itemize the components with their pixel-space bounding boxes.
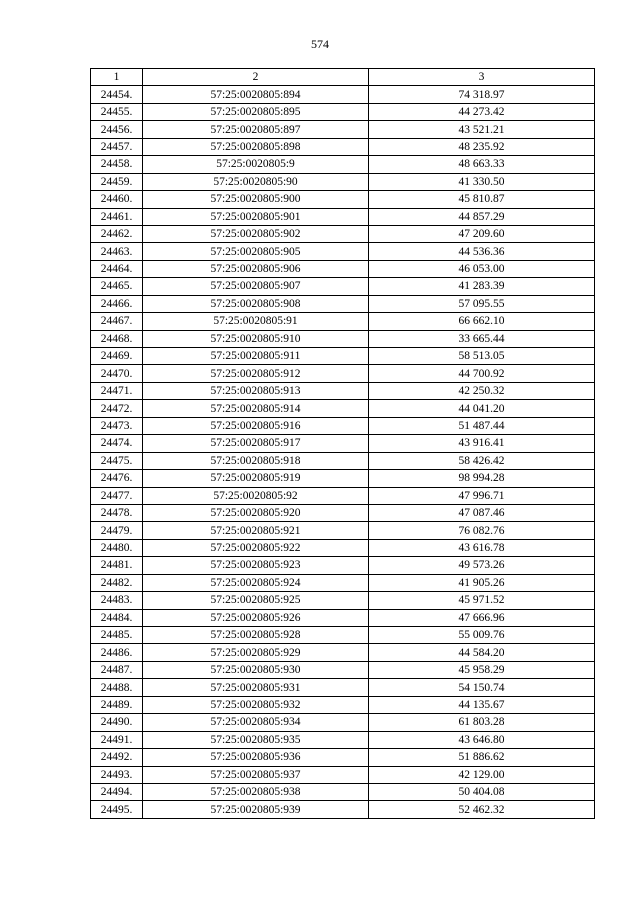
cadastral-number-cell: 57:25:0020805:918 — [143, 452, 369, 469]
row-number-cell: 24494. — [91, 783, 143, 800]
value-cell: 51 886.62 — [369, 749, 595, 766]
table-row — [91, 801, 595, 818]
cadastral-number-cell: 57:25:0020805:907 — [143, 278, 369, 295]
table-row — [91, 766, 595, 783]
row-number-cell: 24480. — [91, 539, 143, 556]
row-number-cell: 24461. — [91, 208, 143, 225]
row-number-cell: 24486. — [91, 644, 143, 661]
row-number-cell: 24481. — [91, 557, 143, 574]
cadastral-number-cell: 57:25:0020805:936 — [143, 749, 369, 766]
cadastral-number-cell: 57:25:0020805:897 — [143, 121, 369, 138]
value-cell: 41 283.39 — [369, 278, 595, 295]
row-number-cell: 24458. — [91, 156, 143, 173]
cadastral-number-cell: 57:25:0020805:930 — [143, 661, 369, 678]
cadastral-number-cell: 57:25:0020805:90 — [143, 173, 369, 190]
cadastral-number-cell: 57:25:0020805:923 — [143, 557, 369, 574]
value-cell: 48 235.92 — [369, 138, 595, 155]
cadastral-number-cell: 57:25:0020805:919 — [143, 470, 369, 487]
cadastral-number-cell: 57:25:0020805:901 — [143, 208, 369, 225]
cadastral-number-cell: 57:25:0020805:935 — [143, 731, 369, 748]
table-row — [91, 470, 595, 487]
value-cell: 44 536.36 — [369, 243, 595, 260]
cadastral-number-cell: 57:25:0020805:931 — [143, 679, 369, 696]
cadastral-number-cell: 57:25:0020805:914 — [143, 400, 369, 417]
value-cell: 48 663.33 — [369, 156, 595, 173]
table-row — [91, 382, 595, 399]
row-number-cell: 24490. — [91, 714, 143, 731]
table-row — [91, 278, 595, 295]
cadastral-number-cell: 57:25:0020805:894 — [143, 86, 369, 103]
value-cell: 55 009.76 — [369, 627, 595, 644]
value-cell: 47 996.71 — [369, 487, 595, 504]
value-cell: 49 573.26 — [369, 557, 595, 574]
table-row — [91, 121, 595, 138]
table-row — [91, 539, 595, 556]
table-row — [91, 749, 595, 766]
table-row — [91, 679, 595, 696]
cadastral-number-cell: 57:25:0020805:902 — [143, 225, 369, 242]
table-row — [91, 574, 595, 591]
cadastral-number-cell: 57:25:0020805:934 — [143, 714, 369, 731]
row-number-cell: 24469. — [91, 348, 143, 365]
value-cell: 54 150.74 — [369, 679, 595, 696]
row-number-cell: 24471. — [91, 382, 143, 399]
column-header-1: 1 — [91, 69, 143, 86]
row-number-cell: 24479. — [91, 522, 143, 539]
column-header-2: 2 — [143, 69, 369, 86]
cadastral-number-cell: 57:25:0020805:925 — [143, 592, 369, 609]
table-row — [91, 487, 595, 504]
cadastral-number-cell: 57:25:0020805:920 — [143, 504, 369, 521]
row-number-cell: 24475. — [91, 452, 143, 469]
value-cell: 58 426.42 — [369, 452, 595, 469]
cadastral-number-cell: 57:25:0020805:929 — [143, 644, 369, 661]
table-row — [91, 295, 595, 312]
value-cell: 44 273.42 — [369, 103, 595, 120]
cadastral-number-cell: 57:25:0020805:921 — [143, 522, 369, 539]
cadastral-number-cell: 57:25:0020805:924 — [143, 574, 369, 591]
value-cell: 43 646.80 — [369, 731, 595, 748]
row-number-cell: 24487. — [91, 661, 143, 678]
cadastral-number-cell: 57:25:0020805:910 — [143, 330, 369, 347]
cadastral-number-cell: 57:25:0020805:895 — [143, 103, 369, 120]
row-number-cell: 24463. — [91, 243, 143, 260]
table-row — [91, 208, 595, 225]
table-row — [91, 783, 595, 800]
value-cell: 44 135.67 — [369, 696, 595, 713]
table-row — [91, 86, 595, 103]
table-row — [91, 522, 595, 539]
cadastral-number-cell: 57:25:0020805:92 — [143, 487, 369, 504]
value-cell: 43 916.41 — [369, 435, 595, 452]
row-number-cell: 24492. — [91, 749, 143, 766]
row-number-cell: 24474. — [91, 435, 143, 452]
table-row — [91, 696, 595, 713]
row-number-cell: 24491. — [91, 731, 143, 748]
cadastral-number-cell: 57:25:0020805:911 — [143, 348, 369, 365]
row-number-cell: 24457. — [91, 138, 143, 155]
row-number-cell: 24466. — [91, 295, 143, 312]
row-number-cell: 24484. — [91, 609, 143, 626]
value-cell: 47 087.46 — [369, 504, 595, 521]
table-row — [91, 731, 595, 748]
row-number-cell: 24459. — [91, 173, 143, 190]
cadastral-number-cell: 57:25:0020805:922 — [143, 539, 369, 556]
value-cell: 58 513.05 — [369, 348, 595, 365]
value-cell: 46 053.00 — [369, 260, 595, 277]
row-number-cell: 24456. — [91, 121, 143, 138]
row-number-cell: 24476. — [91, 470, 143, 487]
table-row — [91, 313, 595, 330]
table-row — [91, 609, 595, 626]
value-cell: 33 665.44 — [369, 330, 595, 347]
table-row — [91, 400, 595, 417]
value-cell: 74 318.97 — [369, 86, 595, 103]
value-cell: 42 250.32 — [369, 382, 595, 399]
table-header-row — [91, 69, 595, 86]
table-row — [91, 330, 595, 347]
value-cell: 41 330.50 — [369, 173, 595, 190]
row-number-cell: 24470. — [91, 365, 143, 382]
cadastral-number-cell: 57:25:0020805:906 — [143, 260, 369, 277]
table-row — [91, 714, 595, 731]
value-cell: 66 662.10 — [369, 313, 595, 330]
table-row — [91, 243, 595, 260]
value-cell: 98 994.28 — [369, 470, 595, 487]
row-number-cell: 24462. — [91, 225, 143, 242]
table-row — [91, 156, 595, 173]
table-row — [91, 417, 595, 434]
table-row — [91, 173, 595, 190]
table-row — [91, 592, 595, 609]
row-number-cell: 24483. — [91, 592, 143, 609]
cadastral-number-cell: 57:25:0020805:9 — [143, 156, 369, 173]
cadastral-number-cell: 57:25:0020805:898 — [143, 138, 369, 155]
data-table — [90, 68, 595, 819]
value-cell: 76 082.76 — [369, 522, 595, 539]
table-row — [91, 504, 595, 521]
value-cell: 45 971.52 — [369, 592, 595, 609]
table-row — [91, 103, 595, 120]
value-cell: 47 666.96 — [369, 609, 595, 626]
value-cell: 44 857.29 — [369, 208, 595, 225]
row-number-cell: 24473. — [91, 417, 143, 434]
page-number: 574 — [311, 37, 329, 51]
row-number-cell: 24465. — [91, 278, 143, 295]
value-cell: 57 095.55 — [369, 295, 595, 312]
cadastral-number-cell: 57:25:0020805:91 — [143, 313, 369, 330]
row-number-cell: 24493. — [91, 766, 143, 783]
row-number-cell: 24482. — [91, 574, 143, 591]
row-number-cell: 24488. — [91, 679, 143, 696]
cadastral-number-cell: 57:25:0020805:916 — [143, 417, 369, 434]
value-cell: 44 041.20 — [369, 400, 595, 417]
cadastral-number-cell: 57:25:0020805:928 — [143, 627, 369, 644]
row-number-cell: 24468. — [91, 330, 143, 347]
column-header-3: 3 — [369, 69, 595, 86]
row-number-cell: 24454. — [91, 86, 143, 103]
table-row — [91, 627, 595, 644]
table-body — [91, 86, 595, 818]
table-row — [91, 452, 595, 469]
value-cell: 61 803.28 — [369, 714, 595, 731]
table-row — [91, 260, 595, 277]
value-cell: 43 616.78 — [369, 539, 595, 556]
cadastral-number-cell: 57:25:0020805:932 — [143, 696, 369, 713]
value-cell: 42 129.00 — [369, 766, 595, 783]
value-cell: 52 462.32 — [369, 801, 595, 818]
value-cell: 43 521.21 — [369, 121, 595, 138]
table-row — [91, 557, 595, 574]
row-number-cell: 24485. — [91, 627, 143, 644]
row-number-cell: 24460. — [91, 191, 143, 208]
row-number-cell: 24455. — [91, 103, 143, 120]
cadastral-number-cell: 57:25:0020805:900 — [143, 191, 369, 208]
cadastral-number-cell: 57:25:0020805:905 — [143, 243, 369, 260]
table-row — [91, 644, 595, 661]
cadastral-number-cell: 57:25:0020805:913 — [143, 382, 369, 399]
row-number-cell: 24467. — [91, 313, 143, 330]
row-number-cell: 24472. — [91, 400, 143, 417]
table-row — [91, 365, 595, 382]
cadastral-number-cell: 57:25:0020805:926 — [143, 609, 369, 626]
row-number-cell: 24495. — [91, 801, 143, 818]
cadastral-number-cell: 57:25:0020805:908 — [143, 295, 369, 312]
value-cell: 44 700.92 — [369, 365, 595, 382]
value-cell: 44 584.20 — [369, 644, 595, 661]
value-cell: 50 404.08 — [369, 783, 595, 800]
value-cell: 47 209.60 — [369, 225, 595, 242]
value-cell: 45 958.29 — [369, 661, 595, 678]
value-cell: 45 810.87 — [369, 191, 595, 208]
cadastral-number-cell: 57:25:0020805:937 — [143, 766, 369, 783]
value-cell: 51 487.44 — [369, 417, 595, 434]
cadastral-number-cell: 57:25:0020805:939 — [143, 801, 369, 818]
table-row — [91, 138, 595, 155]
table-row — [91, 225, 595, 242]
row-number-cell: 24489. — [91, 696, 143, 713]
table-row — [91, 435, 595, 452]
table-row — [91, 348, 595, 365]
row-number-cell: 24464. — [91, 260, 143, 277]
row-number-cell: 24477. — [91, 487, 143, 504]
table-row — [91, 191, 595, 208]
cadastral-number-cell: 57:25:0020805:917 — [143, 435, 369, 452]
cadastral-number-cell: 57:25:0020805:938 — [143, 783, 369, 800]
row-number-cell: 24478. — [91, 504, 143, 521]
table-row — [91, 661, 595, 678]
value-cell: 41 905.26 — [369, 574, 595, 591]
cadastral-number-cell: 57:25:0020805:912 — [143, 365, 369, 382]
